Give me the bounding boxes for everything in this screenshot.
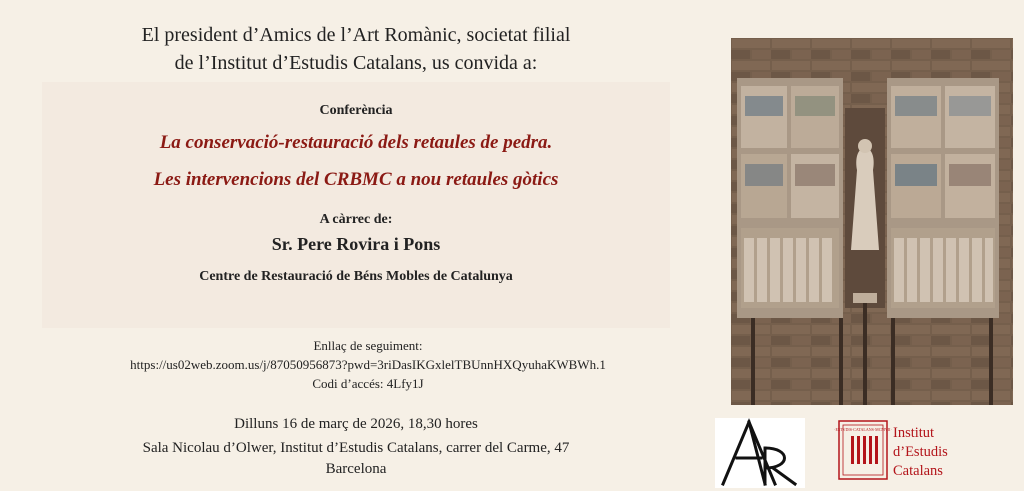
event-city: Barcelona (325, 461, 387, 477)
conference-title-line-1: La conservació-restauració dels retaules de pedra. (159, 132, 553, 153)
iec-seal-inscription: ·ESTVDIS·CATALANS·MCMVII· (834, 427, 892, 432)
event-date: Dilluns 16 de març de 2026, 18,30 hores (234, 416, 478, 432)
iec-wordmark (893, 424, 948, 481)
conference-label: Conferència (319, 103, 393, 118)
event-venue: Sala Nicolau d’Olwer, Institut d’Estudis Catalans, carrer del Carme, 47 (142, 440, 570, 456)
speaker-name: Sr. Pere Rovira i Pons (271, 234, 441, 254)
zoom-link[interactable]: https://us02web.zoom.us/j/87050956873?pwd=3riDasIKGxlelTBUnnHXQyuhaKWBWh.1 (130, 357, 606, 372)
iec-word-2: d’Estudis (893, 444, 948, 460)
iec-word-3: Catalans (893, 463, 943, 479)
speaker-organization: Centre de Restauració de Béns Mobles de Catalunya (199, 269, 513, 284)
intro-line-2: de l’Institut d’Estudis Catalans, us convida a: (174, 52, 538, 74)
altarpiece-photo (731, 38, 1013, 405)
iec-word-1: Institut (893, 425, 935, 441)
amics-art-romanic-logo (715, 418, 805, 488)
intro-line-1: El president d’Amics de l’Art Romànic, societat filial (141, 24, 571, 46)
link-label: Enllaç de seguiment: (313, 338, 423, 353)
speaker-label: A càrrec de: (319, 212, 393, 227)
conference-title-line-2: Les intervencions del CRBMC a nou retaules gòtics (153, 169, 559, 190)
iec-seal-logo (834, 420, 892, 480)
access-code: Codi d’accés: 4Lfy1J (312, 376, 424, 391)
